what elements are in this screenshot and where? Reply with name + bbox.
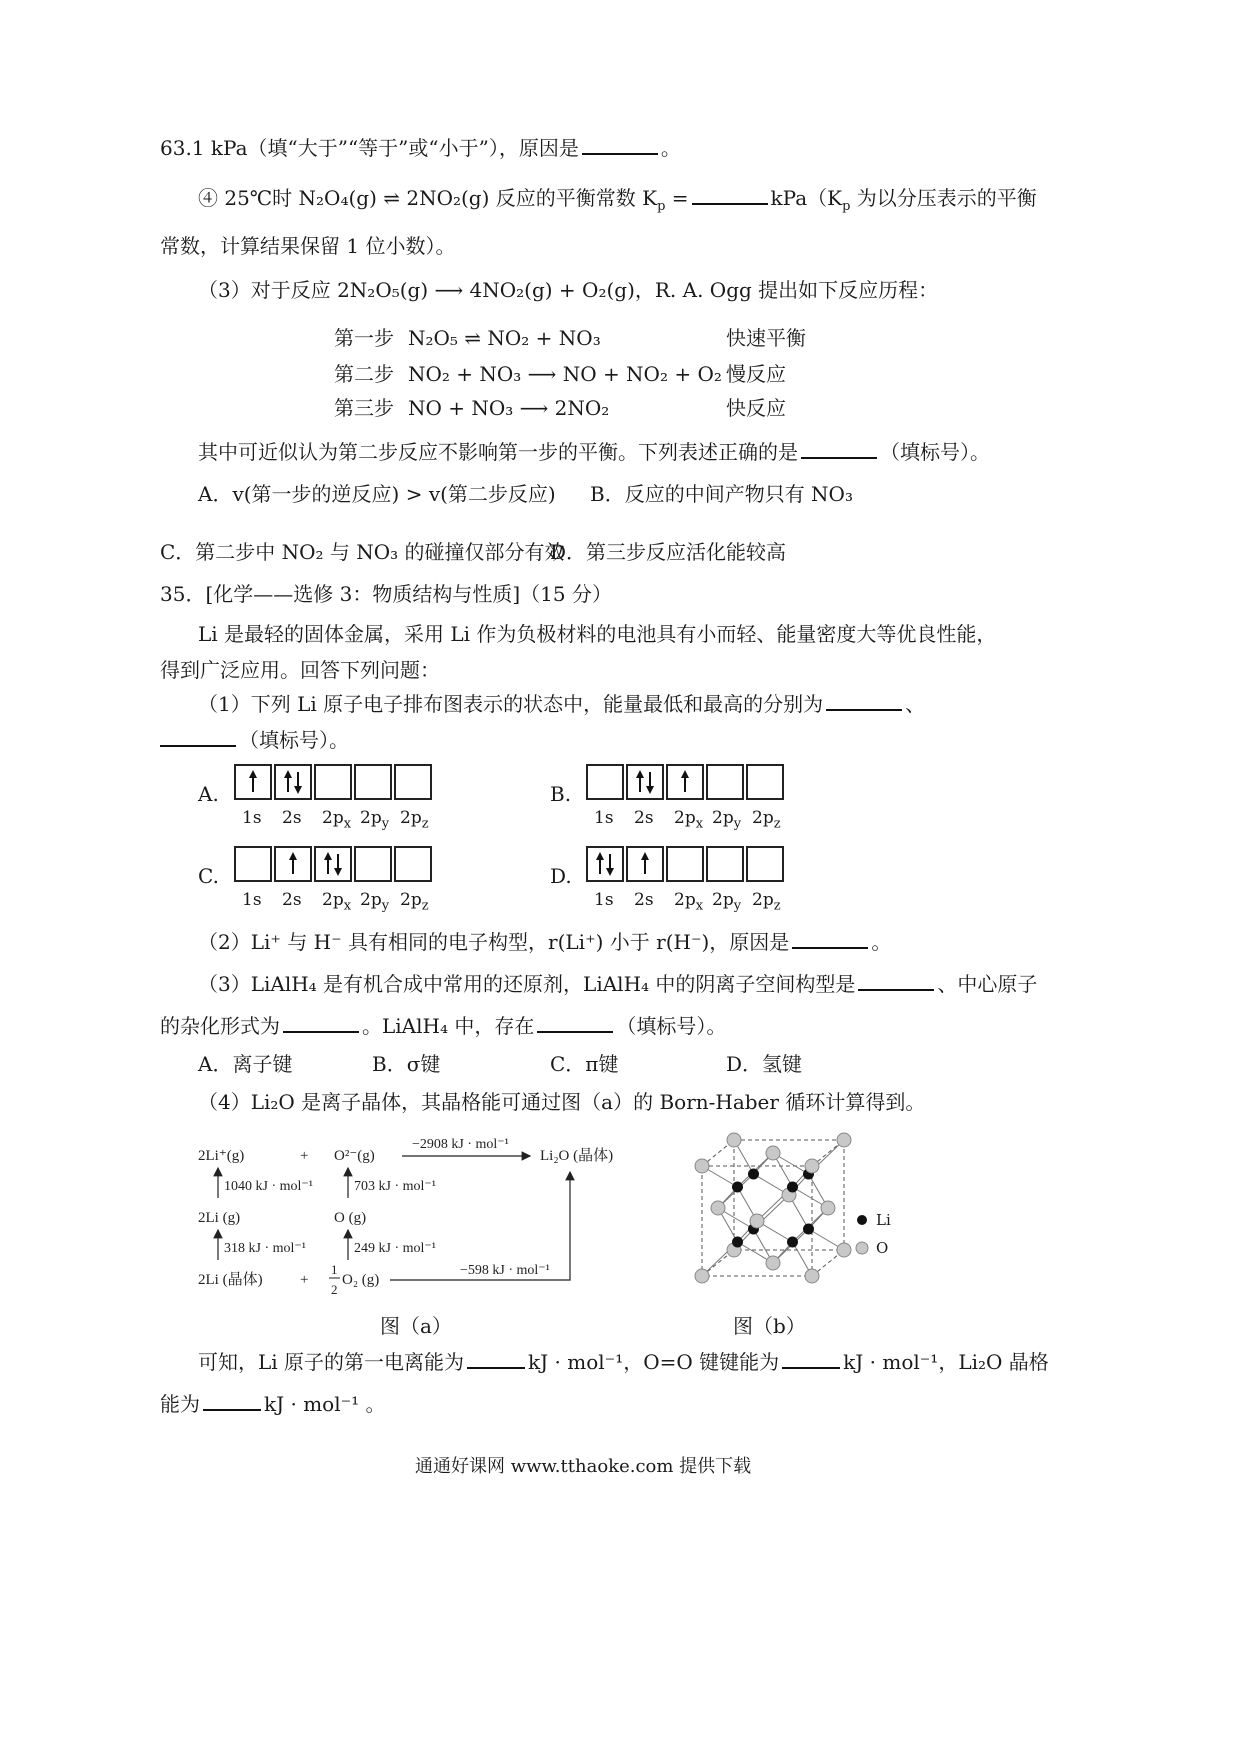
text: 。 — [871, 930, 892, 954]
option-d: D．第三步反应活化能较高 — [550, 540, 787, 564]
page-footer: 通通好课网 www.tthaoke.com 提供下载 — [415, 1456, 752, 1477]
bond-option-b: B．σ键 — [372, 1052, 441, 1076]
orbital-box — [626, 764, 664, 800]
li2o-crystal-structure-diagram — [684, 1130, 904, 1300]
bond-option-c: C．π键 — [550, 1052, 619, 1076]
bh-frac-num: 1 — [331, 1262, 338, 1277]
bond-option-d: D．氢键 — [726, 1052, 803, 1076]
orbital-box — [394, 846, 432, 882]
text: （2）Li⁺ 与 H⁻ 具有相同的电子构型，r(Li⁺) 小于 r(H⁻)，原因是 — [198, 930, 790, 954]
text: 、 — [905, 692, 926, 716]
orbital-label: 2s — [282, 890, 302, 910]
text: 可知，Li 原子的第一电离能为 — [198, 1350, 465, 1374]
orbital-label: 1s — [242, 808, 262, 828]
orbital-box — [666, 764, 704, 800]
orbital-label: $2p_z$ — [400, 808, 429, 832]
lithium-atom — [787, 1237, 798, 1248]
text: ④ 25℃时 N₂O₄(g) ⇌ 2NO₂(g) 反应的平衡常数 K — [198, 186, 658, 210]
orbital-box — [706, 846, 744, 882]
text-line-4: （3）对于反应 2N₂O₅(g) ⟶ 4NO₂(g) + O₂(g)，R. A. Ogg 提出如下反应历程： — [198, 278, 939, 302]
oxygen-atom — [837, 1133, 851, 1147]
text: （1）下列 Li 原子电子排布图表示的状态中，能量最低和最高的分别为 — [198, 692, 824, 716]
spin-up-arrow-icon — [668, 766, 702, 798]
bh-mid-left: 2Li (g) — [198, 1210, 241, 1226]
option-c: C．第二步中 NO₂ 与 NO₃ 的碰撞仅部分有效 — [160, 540, 565, 564]
bh-top-arrow-label: −2908 kJ · mol⁻¹ — [412, 1137, 509, 1152]
text: 其中可近似认为第二步反应不影响第一步的平衡。下列表述正确的是 — [198, 440, 798, 464]
born-haber-cycle-diagram — [190, 1130, 630, 1300]
step3-name: 第三步 — [334, 396, 394, 420]
orbital-label: $2p_y$ — [712, 890, 742, 914]
text: 的杂化形式为 — [160, 1014, 280, 1038]
answer-blank[interactable] — [582, 135, 658, 155]
bh-bot-o2: O₂ (g) — [342, 1272, 380, 1288]
spin-up-arrow-icon — [236, 766, 270, 798]
orbital-option-label-b: B. — [550, 782, 572, 806]
text-line-14 — [198, 970, 1037, 998]
text-line-5 — [198, 438, 990, 466]
orbital-box — [746, 846, 784, 882]
orbital-box — [234, 846, 272, 882]
text: = — [665, 186, 689, 210]
answer-blank[interactable] — [160, 727, 236, 747]
bh-bot-left: 2Li (晶体) — [198, 1272, 263, 1288]
orbital-box — [586, 764, 624, 800]
bh-top-left: 2Li⁺(g) — [198, 1148, 245, 1164]
orbital-label: $2p_y$ — [712, 808, 742, 832]
oxygen-atom — [805, 1159, 819, 1173]
lithium-atom — [732, 1237, 743, 1248]
text: 、中心原子 — [937, 972, 1038, 996]
bh-top-o: O²⁻(g) — [334, 1148, 375, 1164]
legend-li-marker — [857, 1215, 867, 1225]
orbital-box — [354, 846, 392, 882]
lithium-atom — [803, 1224, 814, 1235]
oxygen-atom — [711, 1201, 725, 1215]
answer-blank[interactable] — [692, 185, 768, 205]
step3-note: 快反应 — [726, 396, 786, 420]
lithium-atom — [787, 1182, 798, 1193]
question-35-heading: 35．[化学——选修 3：物质结构与性质]（15 分） — [160, 582, 612, 606]
bh-e4: 249 kJ · mol⁻¹ — [354, 1241, 436, 1256]
spin-pair-arrow-icon — [276, 766, 310, 798]
orbital-box — [666, 846, 704, 882]
orbital-label: $2p_x$ — [322, 808, 352, 832]
orbital-label: 1s — [594, 890, 614, 910]
orbital-option-label-a: A. — [198, 782, 219, 806]
oxygen-atom — [805, 1269, 819, 1283]
answer-blank[interactable] — [537, 1013, 613, 1033]
legend-o-marker — [856, 1242, 868, 1254]
step1-equation: N₂O₅ ⇌ NO₂ + NO₃ — [408, 326, 601, 350]
orbital-box — [394, 764, 432, 800]
bond-option-a: A．离子键 — [198, 1052, 293, 1076]
spin-pair-arrow-icon — [316, 848, 350, 880]
answer-blank[interactable] — [467, 1349, 525, 1369]
orbital-label: 1s — [242, 890, 262, 910]
orbital-box — [626, 846, 664, 882]
orbital-label: $2p_x$ — [322, 890, 352, 914]
step1-note: 快速平衡 — [726, 326, 806, 350]
orbital-label: $2p_x$ — [674, 808, 704, 832]
orbital-box — [706, 764, 744, 800]
bh-top-right: Li₂O (晶体) — [540, 1148, 614, 1164]
caption-b: 图（b） — [733, 1314, 806, 1338]
text-line-18 — [198, 1348, 1049, 1376]
oxygen-atom — [750, 1214, 764, 1228]
step2-name: 第二步 — [334, 362, 394, 386]
answer-blank[interactable] — [801, 439, 877, 459]
oxygen-atom — [821, 1201, 835, 1215]
text-line-3: 常数，计算结果保留 1 位小数）。 — [160, 234, 456, 258]
spin-up-arrow-icon — [276, 848, 310, 880]
orbital-box — [274, 846, 312, 882]
text: kPa（K — [770, 186, 843, 210]
text-line-15 — [160, 1012, 726, 1040]
text: （3）LiAlH₄ 是有机合成中常用的还原剂，LiAlH₄ 中的阴离子空间构型是 — [198, 972, 856, 996]
orbital-option-label-c: C. — [198, 864, 219, 888]
orbital-box — [274, 764, 312, 800]
oxygen-atom — [727, 1133, 741, 1147]
text: （填标号）。 — [239, 728, 349, 752]
orbital-label: 1s — [594, 808, 614, 828]
text: 。 — [660, 136, 681, 160]
lithium-atom — [748, 1169, 759, 1180]
orbital-label: 2s — [634, 890, 654, 910]
bh-e2: 703 kJ · mol⁻¹ — [354, 1179, 436, 1194]
text-line-19 — [160, 1390, 386, 1418]
orbital-box — [314, 846, 352, 882]
orbital-label: $2p_y$ — [360, 890, 390, 914]
bh-bot-plus: + — [300, 1272, 309, 1288]
text: 63.1 kPa（填“大于”“等于”或“小于”），原因是 — [160, 136, 579, 160]
orbital-label: $2p_x$ — [674, 890, 704, 914]
orbital-box — [314, 764, 352, 800]
text-line-1 — [160, 134, 681, 162]
orbital-label: $2p_z$ — [400, 890, 429, 914]
text-line-2: ④ 25℃时 N₂O₄(g) ⇌ 2NO₂(g) 反应的平衡常数 $K_p = kPa(K_p$ 为以分压表示的平衡 — [198, 186, 1037, 214]
orbital-label: $2p_y$ — [360, 808, 390, 832]
answer-blank[interactable] — [782, 1349, 840, 1369]
text-line-9: Li 是最轻的固体金属，采用 Li 作为负极材料的电池具有小而轻、能量密度大等优良性能， — [198, 622, 997, 646]
orbital-option-label-d: D. — [550, 864, 572, 888]
text: 能为 — [160, 1392, 200, 1416]
orbital-label: $2p_z$ — [752, 890, 781, 914]
orbital-box — [354, 764, 392, 800]
step2-equation: NO₂ + NO₃ ⟶ NO + NO₂ + O₂ — [408, 362, 722, 386]
option-a: A．v(第一步的逆反应) > v(第二步反应) — [198, 482, 556, 506]
bh-frac-den: 2 — [331, 1282, 338, 1297]
spin-up-arrow-icon — [628, 848, 662, 880]
text-line-13 — [198, 928, 891, 956]
answer-blank[interactable] — [283, 1013, 359, 1033]
bh-e3: 318 kJ · mol⁻¹ — [224, 1241, 306, 1256]
text-line-17: （4）Li₂O 是离子晶体，其晶格能可通过图（a）的 Born-Haber 循环计算得到。 — [198, 1090, 926, 1114]
lithium-atom — [732, 1182, 743, 1193]
text: 。LiAlH₄ 中，存在 — [362, 1014, 535, 1038]
text: kJ · mol⁻¹ 。 — [264, 1392, 386, 1416]
step1-name: 第一步 — [334, 326, 394, 350]
orbital-label: $2p_z$ — [752, 808, 781, 832]
caption-a: 图（a） — [380, 1314, 452, 1338]
oxygen-atom — [766, 1256, 780, 1270]
orbital-label: 2s — [634, 808, 654, 828]
text: （填标号）。 — [616, 1014, 727, 1038]
answer-blank[interactable] — [792, 929, 868, 949]
orbital-box — [586, 846, 624, 882]
spin-pair-arrow-icon — [588, 848, 622, 880]
legend-li-label: Li — [876, 1211, 891, 1229]
text: 为以分压表示的平衡 — [850, 186, 1037, 210]
legend-o-label: O — [876, 1239, 889, 1257]
option-b: B．反应的中间产物只有 NO₃ — [590, 482, 853, 506]
answer-blank[interactable] — [858, 971, 934, 991]
bh-top-plus: + — [300, 1148, 309, 1164]
text-line-12 — [160, 726, 349, 754]
spin-pair-arrow-icon — [628, 766, 662, 798]
text-line-10: 得到广泛应用。回答下列问题： — [160, 658, 440, 682]
bh-e1: 1040 kJ · mol⁻¹ — [224, 1179, 313, 1194]
answer-blank[interactable] — [826, 691, 902, 711]
orbital-box — [234, 764, 272, 800]
orbital-label: 2s — [282, 808, 302, 828]
text: kJ · mol⁻¹，Li₂O 晶格 — [843, 1350, 1049, 1374]
bh-bot-arrow-label: −598 kJ · mol⁻¹ — [460, 1263, 550, 1278]
answer-blank[interactable] — [203, 1391, 261, 1411]
text: kJ · mol⁻¹，O=O 键键能为 — [528, 1350, 780, 1374]
text-line-11 — [198, 690, 925, 718]
oxygen-atom — [695, 1159, 709, 1173]
orbital-box — [746, 764, 784, 800]
text: （填标号）。 — [880, 440, 990, 464]
bh-mid-o: O (g) — [334, 1210, 367, 1226]
oxygen-atom — [766, 1146, 780, 1160]
oxygen-atom — [837, 1243, 851, 1257]
oxygen-atom — [695, 1269, 709, 1283]
step2-note: 慢反应 — [726, 362, 786, 386]
step3-equation: NO + NO₃ ⟶ 2NO₂ — [408, 396, 610, 420]
